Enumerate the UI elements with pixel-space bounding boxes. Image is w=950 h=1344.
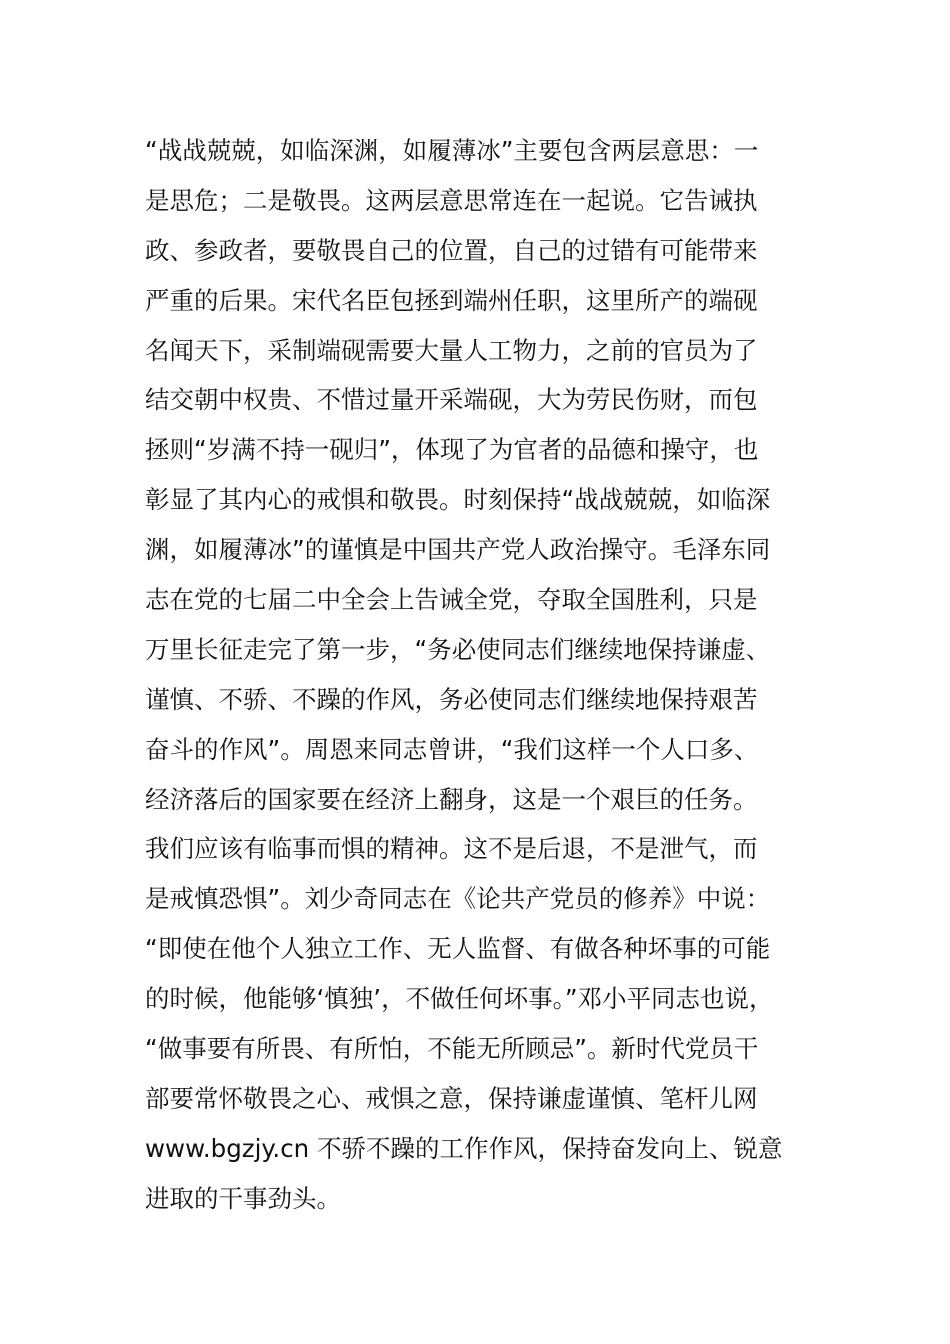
- text-line-10: 志在党的七届二中全会上告诫全党，夺取全国胜利，只是: [145, 585, 758, 615]
- text-line-9: 渊，如履薄冰”的谨慎是中国共产党人政治操守。毛泽东同: [145, 535, 771, 565]
- text-line-3: 政、参政者，要敬畏自己的位置，自己的过错有可能带来: [145, 235, 758, 265]
- text-line-17: “即使在他个人独立工作、无人监督、有做各种坏事的可能: [145, 934, 771, 964]
- text-line-18: 的时候，他能够‘慎独’，不做任何坏事。”邓小平同志也说，: [145, 984, 774, 1014]
- text-line-22: 进取的干事劲头。: [145, 1183, 341, 1213]
- text-line-4: 严重的后果。宋代名臣包拯到端州任职，这里所产的端砚: [145, 285, 758, 315]
- text-line-2: 是思危；二是敬畏。这两层意思常连在一起说。它告诫执: [145, 185, 758, 215]
- text-line-7: 拯则“岁满不持一砚归”，体现了为官者的品德和操守，也: [145, 435, 759, 465]
- text-line-14: 经济落后的国家要在经济上翻身，这是一个艰巨的任务。: [145, 784, 758, 814]
- text-line-8: 彰显了其内心的戒惧和敬畏。时刻保持“战战兢兢，如临深: [145, 485, 771, 515]
- text-line-11: 万里长征走完了第一步，“务必使同志们继续地保持谦虚、: [145, 634, 771, 664]
- text-line-20: 部要常怀敬畏之心、戒惧之意，保持谦虚谨慎、笔杆儿网: [145, 1083, 758, 1113]
- text-line-15: 我们应该有临事而惧的精神。这不是后退，不是泄气，而: [145, 834, 758, 864]
- text-line-6: 结交朝中权贵、不惜过量开采端砚，大为劳民伤财，而包: [145, 385, 758, 415]
- text-line-13: 奋斗的作风”。周恩来同志曾讲，“我们这样一个人口多、: [145, 734, 759, 764]
- text-line-12: 谨慎、不骄、不躁的作风，务必使同志们继续地保持艰苦: [145, 684, 758, 714]
- paragraph: [145, 126, 845, 1224]
- text-line-5: 名闻天下，采制端砚需要大量人工物力，之前的官员为了: [145, 335, 758, 365]
- text-line-19: “做事要有所畏、有所怕，不能无所顾忌”。新时代党员干: [145, 1034, 759, 1064]
- text-line-21: www.bgzjy.cn 不骄不躁的工作作风，保持奋发向上、锐意: [145, 1133, 783, 1163]
- text-line-1: “战战兢兢，如临深渊，如履薄冰”主要包含两层意思：一: [145, 136, 759, 165]
- text-line-16: 是戒慎恐惧”。刘少奇同志在《论共产党员的修养》中说：: [145, 884, 771, 914]
